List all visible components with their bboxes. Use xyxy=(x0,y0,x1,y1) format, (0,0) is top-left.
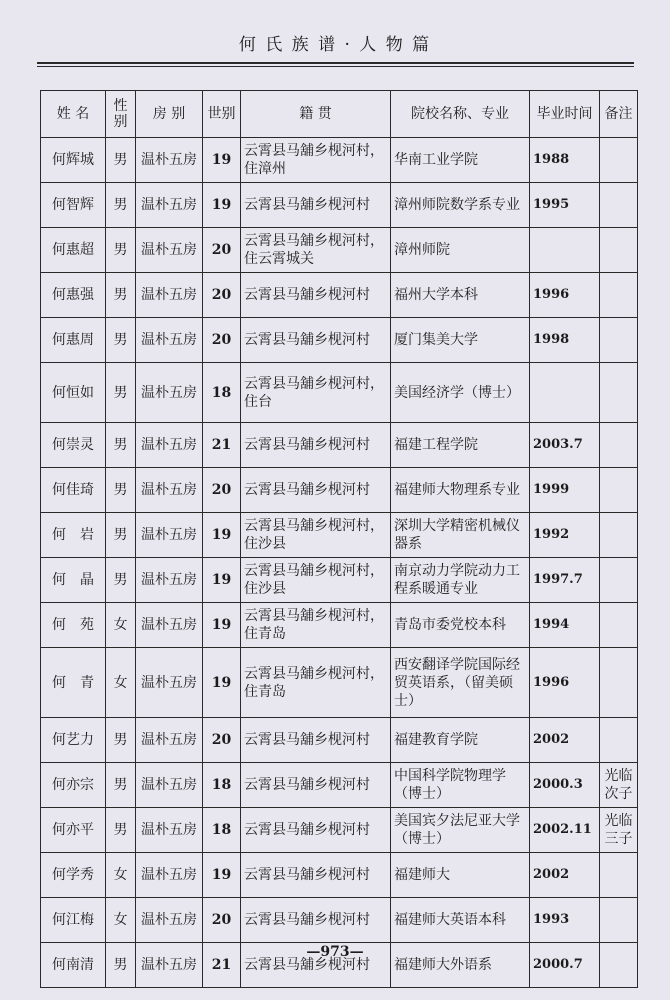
person-sex: 男 xyxy=(106,273,136,318)
person-origin: 云霄县马舖乡枧河村 xyxy=(241,183,391,228)
person-graduation: 1998 xyxy=(530,318,600,363)
person-note xyxy=(600,363,638,423)
person-house: 温朴五房 xyxy=(136,468,203,513)
table-row xyxy=(41,558,638,603)
person-school: 华南工业学院 xyxy=(391,138,530,183)
person-generation: 20 xyxy=(203,468,241,513)
person-school: 南京动力学院动力工程系暖通专业 xyxy=(391,558,530,603)
person-graduation: 2002 xyxy=(530,718,600,763)
person-generation: 19 xyxy=(203,513,241,558)
header-divider xyxy=(37,62,634,64)
person-generation: 21 xyxy=(203,943,241,988)
person-sex: 女 xyxy=(106,898,136,943)
person-sex: 男 xyxy=(106,183,136,228)
person-sex: 男 xyxy=(106,558,136,603)
person-name: 何南清 xyxy=(41,943,106,988)
person-school: 深圳大学精密机械仪器系 xyxy=(391,513,530,558)
person-origin: 云霄县马舖乡枧河村 xyxy=(241,423,391,468)
person-name: 何佳琦 xyxy=(41,468,106,513)
person-school: 漳州师院数学系专业 xyxy=(391,183,530,228)
person-generation: 18 xyxy=(203,808,241,853)
person-graduation xyxy=(530,228,600,273)
column-header-name: 姓 名 xyxy=(41,91,106,138)
person-note: 光临次子 xyxy=(600,763,638,808)
person-name: 何惠周 xyxy=(41,318,106,363)
person-sex: 男 xyxy=(106,513,136,558)
person-graduation: 2003.7 xyxy=(530,423,600,468)
person-graduation: 1999 xyxy=(530,468,600,513)
person-note xyxy=(600,648,638,718)
column-header-house: 房 别 xyxy=(136,91,203,138)
table-row xyxy=(41,603,638,648)
person-school: 青岛市委党校本科 xyxy=(391,603,530,648)
person-school: 福建师大 xyxy=(391,853,530,898)
person-name: 何 青 xyxy=(41,648,106,718)
person-generation: 20 xyxy=(203,273,241,318)
person-origin: 云霄县马舖乡枧河村，住漳州 xyxy=(241,138,391,183)
person-origin: 云霄县马舖乡枧河村，住青岛 xyxy=(241,648,391,718)
person-name: 何恒如 xyxy=(41,363,106,423)
person-generation: 21 xyxy=(203,423,241,468)
person-house: 温朴五房 xyxy=(136,363,203,423)
person-sex: 女 xyxy=(106,648,136,718)
person-graduation: 1995 xyxy=(530,183,600,228)
column-header-graduation: 毕业时间 xyxy=(530,91,600,138)
person-name: 何 晶 xyxy=(41,558,106,603)
person-name: 何亦宗 xyxy=(41,763,106,808)
person-name: 何辉城 xyxy=(41,138,106,183)
person-origin: 云霄县马舖乡枧河村 xyxy=(241,898,391,943)
page-header: 何 氏 族 谱 · 人 物 篇 xyxy=(238,35,432,55)
person-generation: 18 xyxy=(203,363,241,423)
person-sex: 男 xyxy=(106,423,136,468)
person-origin: 云霄县马舖乡枧河村 xyxy=(241,853,391,898)
person-school: 厦门集美大学 xyxy=(391,318,530,363)
person-name: 何 岩 xyxy=(41,513,106,558)
person-origin: 云霄县马舖乡枧河村 xyxy=(241,273,391,318)
person-note xyxy=(600,138,638,183)
person-graduation: 2000.7 xyxy=(530,943,600,988)
person-name: 何艺力 xyxy=(41,718,106,763)
person-sex: 男 xyxy=(106,318,136,363)
person-school: 福建工程学院 xyxy=(391,423,530,468)
person-name: 何智辉 xyxy=(41,183,106,228)
table-row xyxy=(41,423,638,468)
person-origin: 云霄县马舖乡枧河村 xyxy=(241,718,391,763)
column-header-generation: 世别 xyxy=(203,91,241,138)
person-note xyxy=(600,853,638,898)
person-house: 温朴五房 xyxy=(136,603,203,648)
person-generation: 20 xyxy=(203,898,241,943)
person-sex: 男 xyxy=(106,228,136,273)
person-graduation: 1994 xyxy=(530,603,600,648)
person-note xyxy=(600,603,638,648)
header-divider-thin xyxy=(37,66,634,67)
person-name: 何 苑 xyxy=(41,603,106,648)
person-origin: 云霄县马舖乡枧河村 xyxy=(241,808,391,853)
person-generation: 20 xyxy=(203,228,241,273)
person-generation: 19 xyxy=(203,603,241,648)
person-generation: 19 xyxy=(203,558,241,603)
person-house: 温朴五房 xyxy=(136,853,203,898)
table-body xyxy=(41,138,638,988)
person-note xyxy=(600,318,638,363)
table-row xyxy=(41,468,638,513)
table-row xyxy=(41,318,638,363)
person-house: 温朴五房 xyxy=(136,138,203,183)
person-house: 温朴五房 xyxy=(136,318,203,363)
person-graduation: 1997.7 xyxy=(530,558,600,603)
person-origin: 云霄县马舖乡枧河村，住青岛 xyxy=(241,603,391,648)
person-house: 温朴五房 xyxy=(136,718,203,763)
table-row xyxy=(41,718,638,763)
table-row xyxy=(41,763,638,808)
person-house: 温朴五房 xyxy=(136,763,203,808)
person-sex: 男 xyxy=(106,363,136,423)
person-generation: 19 xyxy=(203,183,241,228)
person-sex: 女 xyxy=(106,603,136,648)
person-note xyxy=(600,423,638,468)
person-school: 美国宾夕法尼亚大学（博士） xyxy=(391,808,530,853)
person-school: 美国经济学（博士） xyxy=(391,363,530,423)
person-house: 温朴五房 xyxy=(136,423,203,468)
person-graduation: 2000.3 xyxy=(530,763,600,808)
person-house: 温朴五房 xyxy=(136,558,203,603)
person-note xyxy=(600,273,638,318)
person-note xyxy=(600,228,638,273)
person-name: 何惠强 xyxy=(41,273,106,318)
person-sex: 男 xyxy=(106,808,136,853)
table-row xyxy=(41,648,638,718)
column-header-sex: 性别 xyxy=(106,91,136,138)
person-graduation: 1996 xyxy=(530,648,600,718)
table-row xyxy=(41,363,638,423)
person-origin: 云霄县马舖乡枧河村，住云霄城关 xyxy=(241,228,391,273)
person-origin: 云霄县马舖乡枧河村 xyxy=(241,763,391,808)
person-note: 光临三子 xyxy=(600,808,638,853)
table-row xyxy=(41,228,638,273)
person-house: 温朴五房 xyxy=(136,808,203,853)
person-note xyxy=(600,558,638,603)
person-house: 温朴五房 xyxy=(136,273,203,318)
person-name: 何江梅 xyxy=(41,898,106,943)
person-house: 温朴五房 xyxy=(136,513,203,558)
person-origin: 云霄县马舖乡枧河村 xyxy=(241,318,391,363)
column-header-origin: 籍 贯 xyxy=(241,91,391,138)
person-graduation: 1993 xyxy=(530,898,600,943)
person-graduation: 1996 xyxy=(530,273,600,318)
person-generation: 19 xyxy=(203,853,241,898)
column-header-school: 院校名称、专业 xyxy=(391,91,530,138)
person-generation: 20 xyxy=(203,318,241,363)
person-origin: 云霄县马舖乡枧河村 xyxy=(241,468,391,513)
person-graduation: 2002.11 xyxy=(530,808,600,853)
table-row xyxy=(41,898,638,943)
table-row xyxy=(41,183,638,228)
table-row xyxy=(41,513,638,558)
person-note xyxy=(600,183,638,228)
person-generation: 20 xyxy=(203,718,241,763)
person-sex: 男 xyxy=(106,943,136,988)
genealogy-table xyxy=(40,90,638,988)
person-house: 温朴五房 xyxy=(136,648,203,718)
person-school: 福建教育学院 xyxy=(391,718,530,763)
person-house: 温朴五房 xyxy=(136,183,203,228)
person-house: 温朴五房 xyxy=(136,898,203,943)
person-graduation: 1988 xyxy=(530,138,600,183)
person-sex: 男 xyxy=(106,468,136,513)
table-row xyxy=(41,808,638,853)
person-origin: 云霄县马舖乡枧河村，住沙县 xyxy=(241,513,391,558)
table-row xyxy=(41,138,638,183)
person-note xyxy=(600,468,638,513)
person-name: 何学秀 xyxy=(41,853,106,898)
person-graduation xyxy=(530,363,600,423)
person-generation: 19 xyxy=(203,138,241,183)
person-note xyxy=(600,718,638,763)
person-generation: 19 xyxy=(203,648,241,718)
person-sex: 女 xyxy=(106,853,136,898)
table-row xyxy=(41,853,638,898)
table-row xyxy=(41,273,638,318)
person-generation: 18 xyxy=(203,763,241,808)
person-house: 温朴五房 xyxy=(136,228,203,273)
person-name: 何崇灵 xyxy=(41,423,106,468)
column-header-note: 备注 xyxy=(600,91,638,138)
person-note xyxy=(600,513,638,558)
person-school: 中国科学院物理学（博士） xyxy=(391,763,530,808)
person-sex: 男 xyxy=(106,718,136,763)
person-school: 漳州师院 xyxy=(391,228,530,273)
person-school: 福州大学本科 xyxy=(391,273,530,318)
person-graduation: 2002 xyxy=(530,853,600,898)
person-house: 温朴五房 xyxy=(136,943,203,988)
person-graduation: 1992 xyxy=(530,513,600,558)
person-origin: 云霄县马舖乡枧河村 xyxy=(241,943,391,988)
person-origin: 云霄县马舖乡枧河村，住沙县 xyxy=(241,558,391,603)
person-note xyxy=(600,898,638,943)
person-origin: 云霄县马舖乡枧河村，住台 xyxy=(241,363,391,423)
person-sex: 男 xyxy=(106,763,136,808)
page-number: —973— xyxy=(306,944,364,960)
person-school: 西安翻译学院国际经贸英语系，（留美硕士） xyxy=(391,648,530,718)
person-school: 福建师大英语本科 xyxy=(391,898,530,943)
person-name: 何亦平 xyxy=(41,808,106,853)
person-name: 何惠超 xyxy=(41,228,106,273)
person-school: 福建师大物理系专业 xyxy=(391,468,530,513)
person-school: 福建师大外语系 xyxy=(391,943,530,988)
table-header-row xyxy=(41,91,638,138)
person-sex: 男 xyxy=(106,138,136,183)
